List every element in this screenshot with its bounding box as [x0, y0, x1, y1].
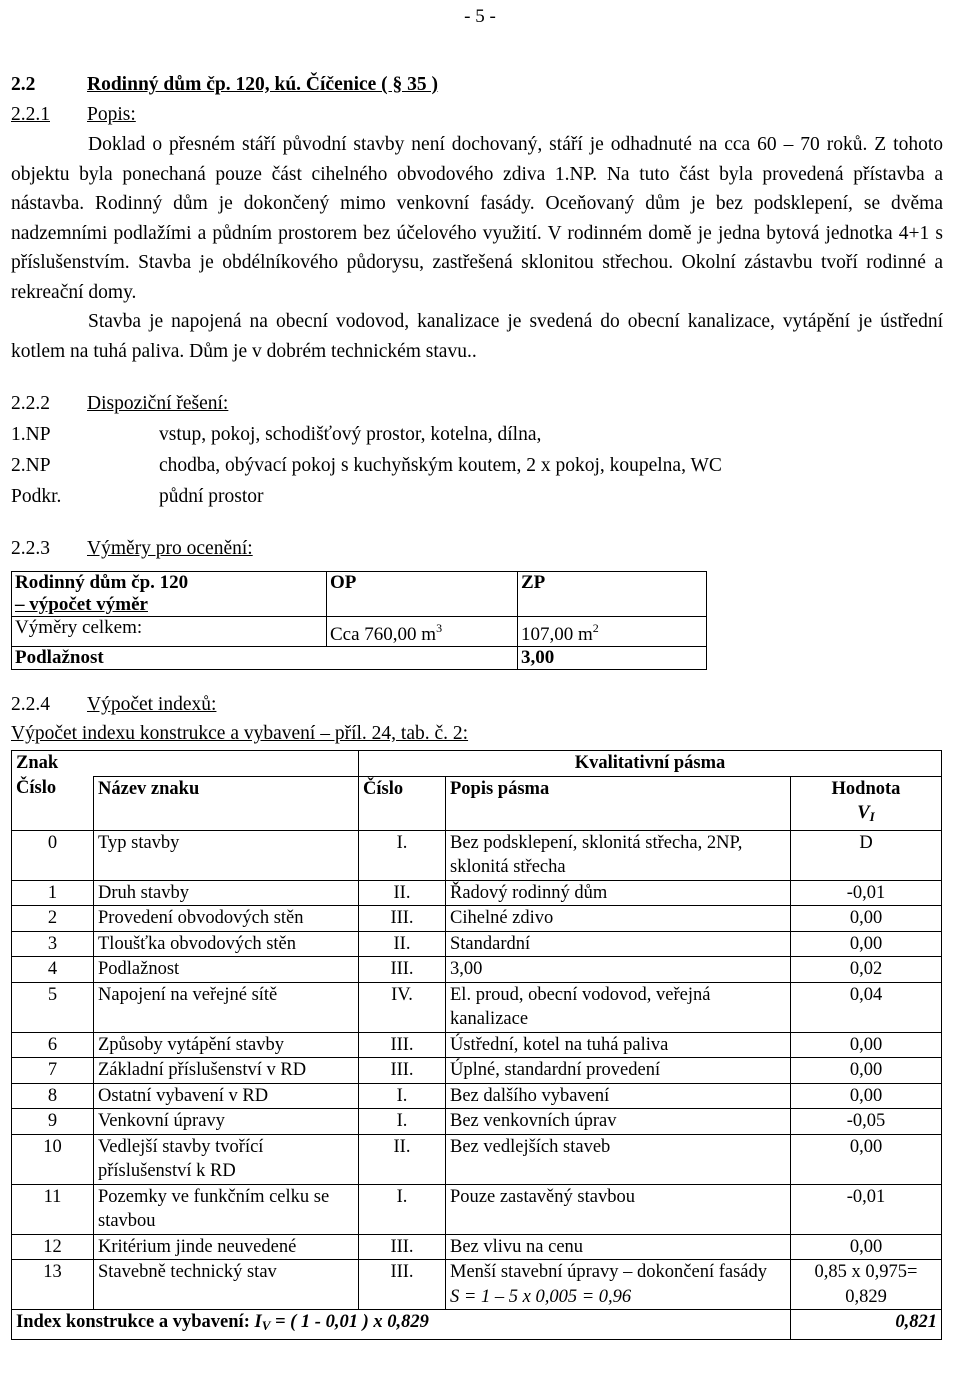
table-cell: Způsoby vytápění stavby [94, 1032, 359, 1058]
table-cell: 7 [12, 1058, 94, 1084]
table-cell: 0,00 [791, 1134, 942, 1184]
table-cell: -0,05 [791, 1109, 942, 1135]
table-row [12, 1032, 942, 1058]
table-cell: Úplné, standardní provedení [446, 1058, 791, 1084]
table-cell: 0,02 [791, 957, 942, 983]
table-cell: IV. [359, 982, 446, 1032]
index-label: Index konstrukce a vybavení: [16, 1312, 250, 1332]
table-cell: 0,00 [791, 906, 942, 932]
table-cell: Vedlejší stavby tvořící příslušenství k RD [94, 1134, 359, 1184]
heading-2-2-1 [11, 100, 943, 130]
table-cell: I. [359, 1184, 446, 1234]
table-cell: 2 [12, 906, 94, 932]
table-cell: Pouze zastavěný stavbou [446, 1184, 791, 1234]
table-row [12, 617, 707, 647]
index-result: 0,821 [791, 1310, 942, 1340]
table-cell: 1 [12, 880, 94, 906]
heading-number: 2.2 [11, 74, 36, 95]
disposition-value: chodba, obývací pokoj s kuchyňským koutem, 2 x pokoj, koupelna, WC [159, 455, 722, 476]
table-cell: Bez vedlejších staveb [446, 1134, 791, 1184]
table-cell: Znak [12, 751, 359, 777]
area-value: 107,00 m [521, 624, 593, 645]
volume-value: Cca 760,00 m [330, 624, 437, 645]
table-cell: 0 [12, 830, 94, 880]
table-cell: Bez dalšího vybavení [446, 1083, 791, 1109]
table-row [12, 982, 942, 1032]
table-footer-row [12, 1310, 942, 1340]
table-cell: Kritérium jinde neuvedené [94, 1234, 359, 1260]
table-cell: ZP [518, 572, 707, 617]
table-cell: Popis pásma [446, 776, 791, 830]
table-cell: Ostatní vybavení v RD [94, 1083, 359, 1109]
table-cell: 0,00 [791, 1032, 942, 1058]
table-cell: 0,00 [791, 1058, 942, 1084]
table-row [12, 1109, 942, 1135]
table-cell [446, 1260, 791, 1310]
table-cell: Řadový rodinný dům [446, 880, 791, 906]
table-cell: 6 [12, 1032, 94, 1058]
condition-value-formula: 0,85 x 0,975= [814, 1262, 918, 1282]
value-symbol: $V_I$ [857, 803, 875, 824]
heading-number: 2.2.4 [11, 694, 50, 715]
table-cell: 0,04 [791, 982, 942, 1032]
table-cell: III. [359, 1234, 446, 1260]
table-cell: III. [359, 1260, 446, 1310]
index-formula: = ( 1 - 0,01 ) x 0,829 [270, 1312, 429, 1332]
heading-number: 2.2.2 [11, 393, 50, 414]
condition-formula: S = 1 – 5 x 0,005 = 0,96 [450, 1286, 632, 1307]
table-row [12, 1184, 942, 1234]
table-cell: 11 [12, 1184, 94, 1234]
table-cell: 4 [12, 957, 94, 983]
table-cell: III. [359, 906, 446, 932]
description-text-a: Doklad o přesném stáří původní stavby není dochovaný, stáří je odhadnuté na cca 60 – 70 roků. Z tohoto objektu byla ponechaná pouze část cihelného obvodového zdiva 1.NP. Na tuto část byla provedená přístavba a nástavba. Rodinný dům je dokončený mimo venkovní fasády. Oceňovaný dům je bez podsklepení, se dvěma nadzemními podlažími a půdním prostorem bez účelového využití. [11, 134, 943, 244]
table-cell: Číslo [12, 776, 94, 830]
heading-title: Dispoziční řešení: [87, 393, 229, 414]
table-cell: 12 [12, 1234, 94, 1260]
table-cell: Podlažnost [94, 957, 359, 983]
table-cell [12, 572, 327, 617]
value-header: Hodnota [831, 778, 901, 799]
measurements-subtitle: – výpočet výměr [15, 594, 148, 615]
table-cell: I. [359, 830, 446, 880]
table-cell: III. [359, 1058, 446, 1084]
heading-number: 2.2.1 [11, 104, 50, 125]
heading-title: Výměry pro ocenění: [87, 538, 253, 559]
table-row [12, 830, 942, 880]
table-cell [327, 617, 518, 647]
table-header-row [12, 776, 942, 830]
condition-description: Menší stavební úpravy – dokončení fasády [450, 1262, 767, 1282]
table-cell: Výměry celkem: [12, 617, 327, 647]
heading-title: Rodinný dům čp. 120, kú. Číčenice ( § 35 ) [87, 74, 439, 95]
table-cell: -0,01 [791, 880, 942, 906]
index-table [11, 750, 942, 1340]
table-cell: D [791, 830, 942, 880]
table-cell: 0,00 [791, 1083, 942, 1109]
table-row [12, 906, 942, 932]
table-cell [12, 1310, 791, 1340]
disposition-value: vstup, pokoj, schodišťový prostor, kotelna, dílna, [159, 424, 542, 445]
table-cell: II. [359, 1134, 446, 1184]
table-cell: III. [359, 957, 446, 983]
table-cell: II. [359, 931, 446, 957]
volume-unit-exponent: 3 [436, 621, 443, 635]
table-cell: I. [359, 1109, 446, 1135]
table-cell: Tloušťka obvodových stěn [94, 931, 359, 957]
connection-paragraph [11, 307, 943, 366]
table-cell: 8 [12, 1083, 94, 1109]
document-body [11, 70, 943, 1340]
heading-2-2-3 [11, 534, 943, 564]
table-cell: 9 [12, 1109, 94, 1135]
table-row [12, 1058, 942, 1084]
table-cell: 0,00 [791, 1234, 942, 1260]
table-cell [791, 776, 942, 830]
index-table-title: Výpočet indexu konstrukce a vybavení – příl. 24, tab. č. 2: [11, 723, 469, 744]
table-cell: El. proud, obecní vodovod, veřejná kanalizace [446, 982, 791, 1032]
table-header-row [12, 751, 942, 777]
heading-title: Popis: [87, 104, 136, 125]
table-cell: 0,00 [791, 931, 942, 957]
table-cell: I. [359, 1083, 446, 1109]
table-cell: Název znaku [94, 776, 359, 830]
heading-2-2-2 [11, 389, 943, 419]
description-paragraph [11, 130, 943, 307]
connection-text: Stavba je napojená na obecní vodovod, kanalizace je svedená do obecní kanalizace, vytápění je ústřední kotlem na tuhá paliva. Dům je v dobrém technickém stavu.. [11, 311, 943, 362]
table-row [12, 931, 942, 957]
table-row [12, 957, 942, 983]
measurements-title: Rodinný dům čp. 120 [15, 572, 189, 593]
table-cell: Bez venkovních úprav [446, 1109, 791, 1135]
area-unit-exponent: 2 [592, 621, 599, 635]
disposition-label: 1.NP [11, 424, 51, 445]
heading-title: Výpočet indexů: [87, 694, 217, 715]
disposition-row [11, 481, 943, 512]
table-cell: Venkovní úpravy [94, 1109, 359, 1135]
table-cell: Ústřední, kotel na tuhá paliva [446, 1032, 791, 1058]
disposition-value: půdní prostor [159, 486, 264, 507]
disposition-label: Podkr. [11, 486, 62, 507]
table-cell: 3,00 [518, 647, 707, 670]
table-cell: Podlažnost [12, 647, 518, 670]
table-row [12, 572, 707, 617]
table-row [12, 1083, 942, 1109]
table-cell [791, 1260, 942, 1310]
table-cell [518, 617, 707, 647]
heading-number: 2.2.3 [11, 538, 50, 559]
table-cell: 3 [12, 931, 94, 957]
table-row [12, 880, 942, 906]
disposition-label: 2.NP [11, 455, 51, 476]
table-cell: Kvalitativní pásma [359, 751, 942, 777]
table-cell: Stavebně technický stav [94, 1260, 359, 1310]
table-row [12, 647, 707, 670]
table-cell: Standardní [446, 931, 791, 957]
table-cell: Bez vlivu na cenu [446, 1234, 791, 1260]
index-symbol: $I_V$ [254, 1312, 271, 1333]
page-number: - 5 - [464, 6, 496, 27]
heading-2-2-4 [11, 690, 943, 720]
table-cell: Číslo [359, 776, 446, 830]
table-cell: Bez podsklepení, sklonitá střecha, 2NP, sklonitá střecha [446, 830, 791, 880]
table-cell: Provedení obvodových stěn [94, 906, 359, 932]
table-cell: III. [359, 1032, 446, 1058]
table-cell: OP [327, 572, 518, 617]
table-row [12, 1234, 942, 1260]
table-cell: Typ stavby [94, 830, 359, 880]
measurements-table [11, 571, 707, 670]
table-cell: 3,00 [446, 957, 791, 983]
table-cell: Napojení na veřejné sítě [94, 982, 359, 1032]
disposition-row [11, 450, 943, 481]
table-cell: 13 [12, 1260, 94, 1310]
table-cell: 5 [12, 982, 94, 1032]
table-cell: -0,01 [791, 1184, 942, 1234]
table-cell: 10 [12, 1134, 94, 1184]
table-cell: Pozemky ve funkčním celku se stavbou [94, 1184, 359, 1234]
table-row [12, 1260, 942, 1310]
condition-value: 0,829 [845, 1286, 887, 1307]
table-cell: Základní příslušenství v RD [94, 1058, 359, 1084]
heading-2-2 [11, 70, 943, 100]
table-cell: II. [359, 880, 446, 906]
table-cell: Cihelné zdivo [446, 906, 791, 932]
description-text-b: V rodinném domě je jedna bytová jednotka 4+1 s příslušenstvím. Stavba je obdélníkového půdorysu, zastřešená sklonitou střechou. Okolní zástavbu tvoří rodinné a rekreační domy. [11, 222, 943, 303]
table-cell: Druh stavby [94, 880, 359, 906]
disposition-row [11, 419, 943, 450]
table-row [12, 1134, 942, 1184]
